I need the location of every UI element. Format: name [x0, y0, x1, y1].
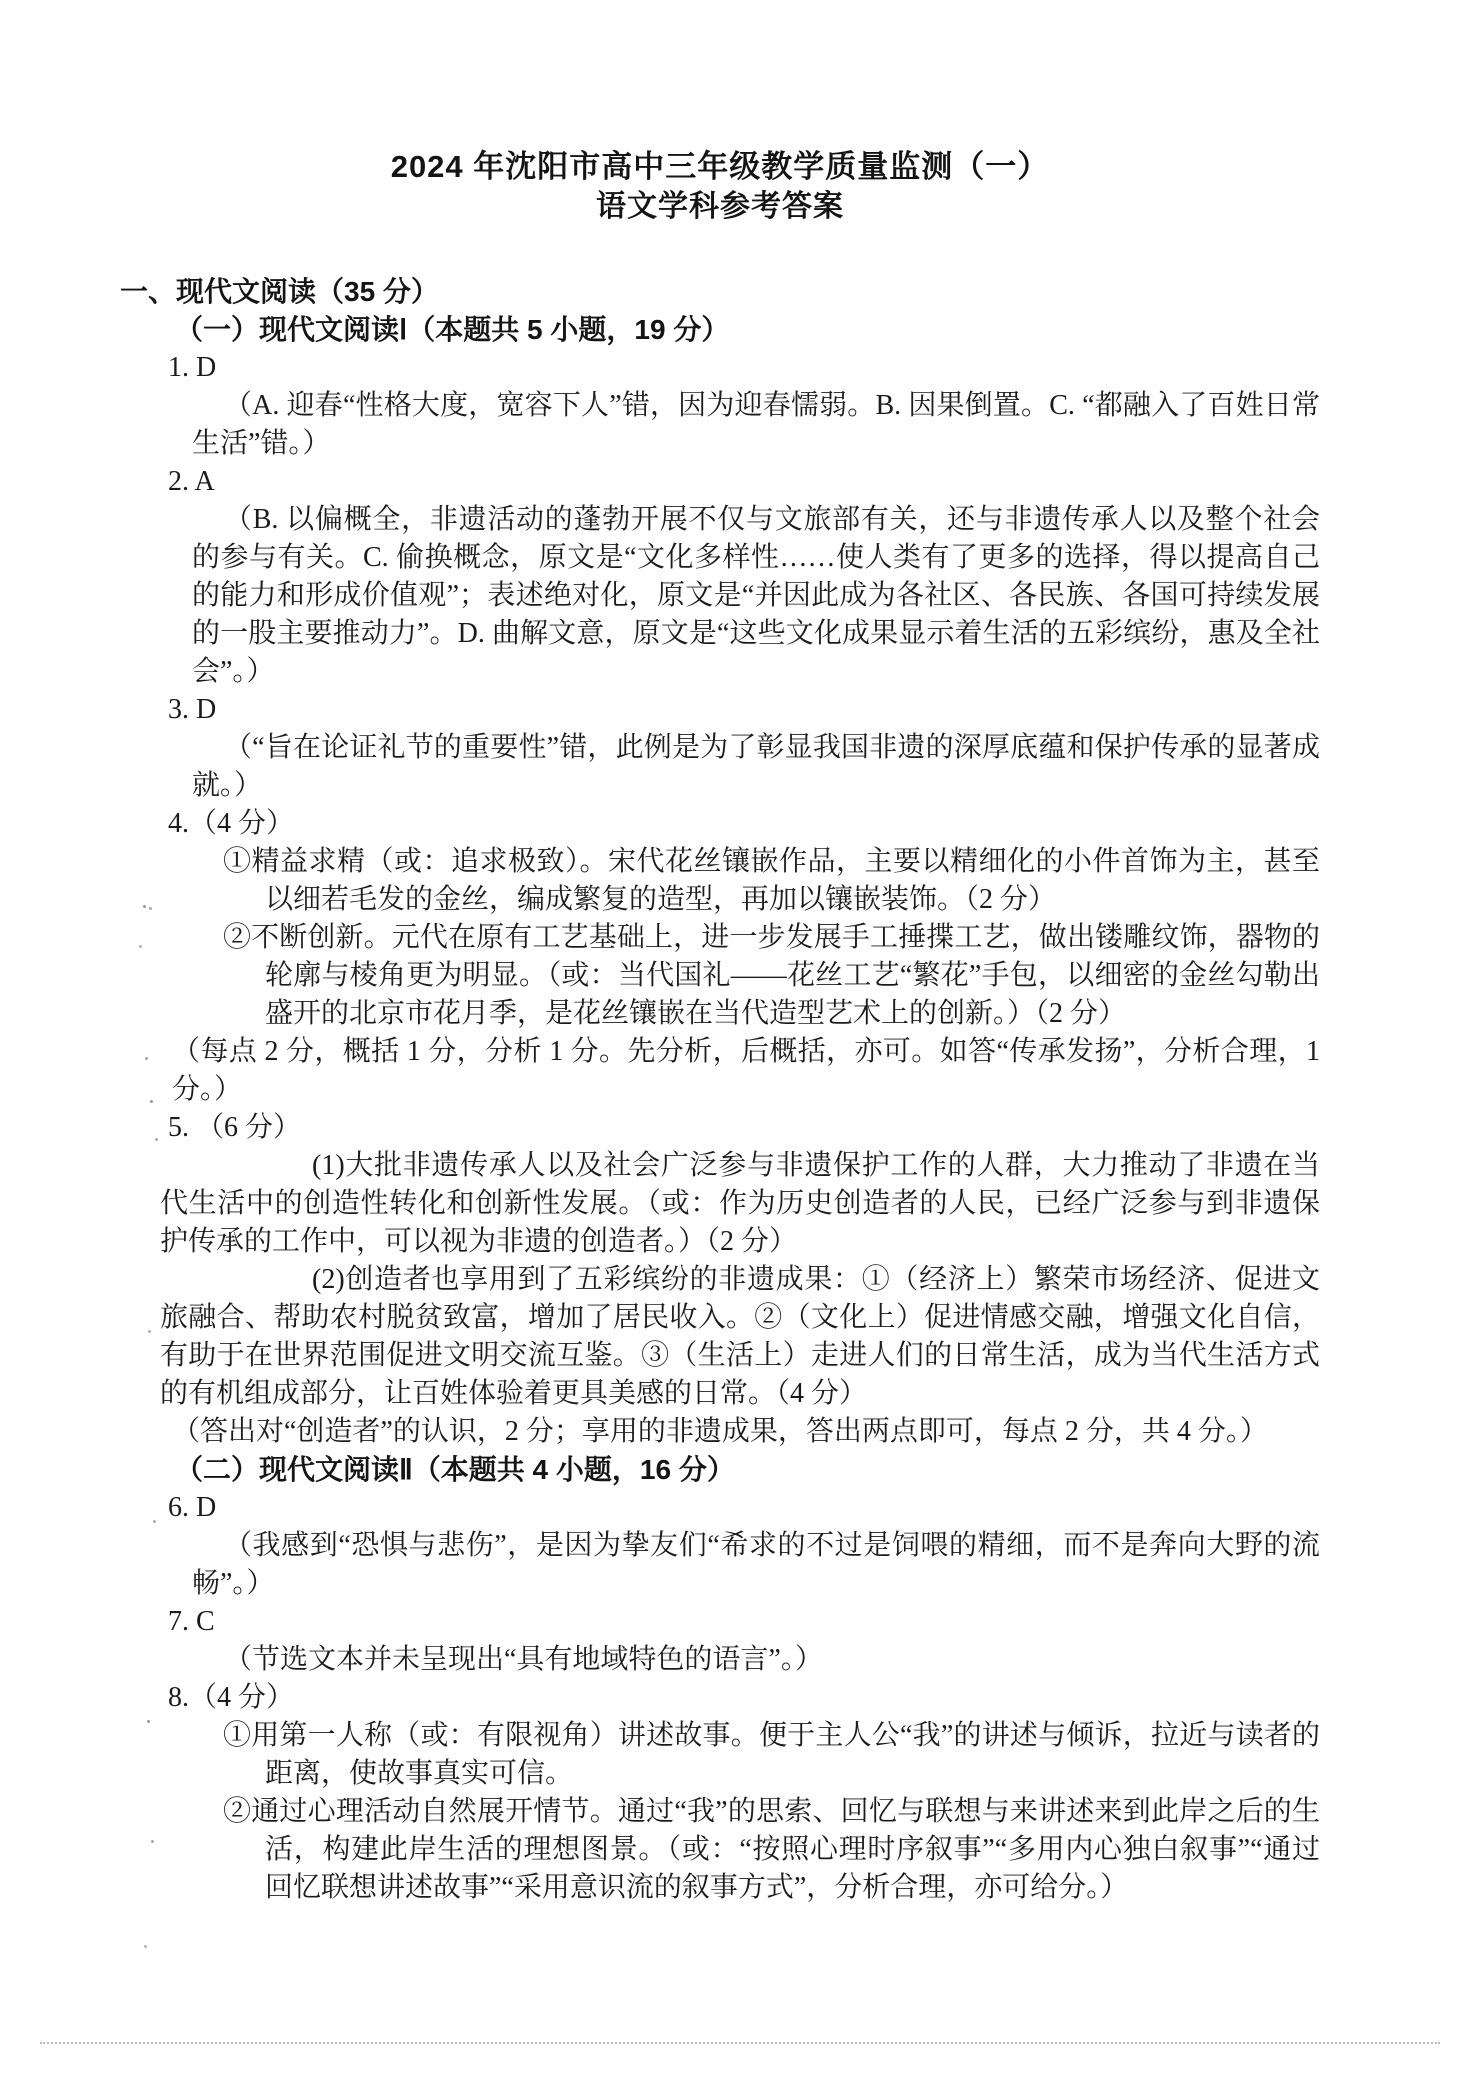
section-heading: 一、现代文阅读（35 分） [120, 276, 439, 307]
answer-line: 4.（4 分） [168, 808, 295, 839]
document-body [120, 273, 1320, 1907]
scoring-note: （每点 2 分，概括 1 分，分析 1 分。先分析，后概括，亦可。如答“传承发扬”，分析合理，1 分。） [172, 1036, 1320, 1105]
subsection-heading: （二）现代文阅读Ⅱ（本题共 4 小题，16 分） [175, 1454, 735, 1485]
explanation-paragraph: （B. 以偏概全，非遗活动的蓬勃开展不仅与文旅部有关，还与非遗传承人以及整个社会的参与有关。C. 偷换概念，原文是“文化多样性……使人类有了更多的选择，得以提高自己的能力和形成价值观”；表述绝对化，原文是“并因此成为各社区、各民族、各国可持续发展的一股主要推动力”。D. 曲解文意，原文是“这些文化成果显示着生活的五彩缤纷，惠及全社会”。） [192, 504, 1320, 687]
document-subtitle: 语文学科参考答案 [596, 190, 844, 223]
scan-speckle [147, 1720, 150, 1723]
answer-line: 5. （6 分） [168, 1112, 302, 1143]
document-title: 2024 年沈阳市高中三年级教学质量监测（一） [390, 149, 1050, 184]
answer-paragraph: (1)大批非遗传承人以及社会广泛参与非遗保护工作的人群，大力推动了非遗在当代生活中的创造性转化和创新性发展。（或：作为历史创造者的人民，已经广泛参与到非遗保护传承的工作中，可以视为非遗的创造者。）（2 分） [160, 1150, 1320, 1257]
subsection-heading: （一）现代文阅读Ⅰ（本题共 5 小题，19 分） [175, 314, 730, 345]
explanation-paragraph: （节选文本并未呈现出“具有地域特色的语言”。） [224, 1644, 823, 1675]
scan-speckle [143, 905, 146, 908]
scoring-note: （答出对“创造者”的认识，2 分；享用的非遗成果，答出两点即可，每点 2 分，共 4 分。） [172, 1416, 1268, 1447]
explanation-paragraph: （我感到“恐惧与悲伤”，是因为挚友们“希求的不过是饲喂的精细，而不是奔向大野的流畅”。） [192, 1530, 1320, 1599]
answer-line: 8.（4 分） [168, 1682, 295, 1713]
answer-item: ①精益求精（或：追求极致）。宋代花丝镶嵌作品，主要以精细化的小件首饰为主，甚至以细若毛发的金丝，编成繁复的造型，再加以镶嵌装饰。（2 分） [223, 846, 1320, 915]
answer-item: ②不断创新。元代在原有工艺基础上，进一步发展手工捶揲工艺，做出镂雕纹饰，器物的轮廓与棱角更为明显。（或：当代国礼——花丝工艺“繁花”手包，以细密的金丝勾勒出盛开的北京市花月季，是花丝镶嵌在当代造型艺术上的创新。）（2 分） [223, 922, 1320, 1029]
scan-speckle [150, 1100, 153, 1103]
answer-line: 1. D [168, 352, 217, 383]
explanation-paragraph: （A. 迎春“性格大度，宽容下人”错，因为迎春懦弱。B. 因果倒置。C. “都融入了百姓日常生活”错。） [192, 390, 1320, 459]
answer-line: 7. C [168, 1606, 215, 1637]
answer-line: 3. D [168, 694, 217, 725]
explanation-paragraph: （“旨在论证礼节的重要性”错，此例是为了彰显我国非遗的深厚底蕴和保护传承的显著成就。） [192, 732, 1320, 801]
scan-edge-artifact [40, 2042, 1440, 2044]
answer-line: 6. D [168, 1492, 217, 1523]
answer-item: ①用第一人称（或：有限视角）讲述故事。便于主人公“我”的讲述与倾诉，拉近与读者的距离，使故事真实可信。 [223, 1720, 1320, 1789]
answer-line: 2. A [168, 466, 215, 497]
answer-paragraph: (2)创造者也享用到了五彩缤纷的非遗成果：①（经济上）繁荣市场经济、促进文旅融合、帮助农村脱贫致富，增加了居民收入。②（文化上）促进情感交融，增强文化自信，有助于在世界范围促进文明交流互鉴。③（生活上）走进人们的日常生活，成为当代生活方式的有机组成部分，让百姓体验着更具美感的日常。（4 分） [160, 1264, 1320, 1409]
answer-item: ②通过心理活动自然展开情节。通过“我”的思索、回忆与联想与来讲述来到此岸之后的生活，构建此岸生活的理想图景。（或：“按照心理时序叙事”“多用内心独白叙事”“通过回忆联想讲述故事”“采用意识流的叙事方式”，分析合理，亦可给分。） [223, 1796, 1320, 1903]
